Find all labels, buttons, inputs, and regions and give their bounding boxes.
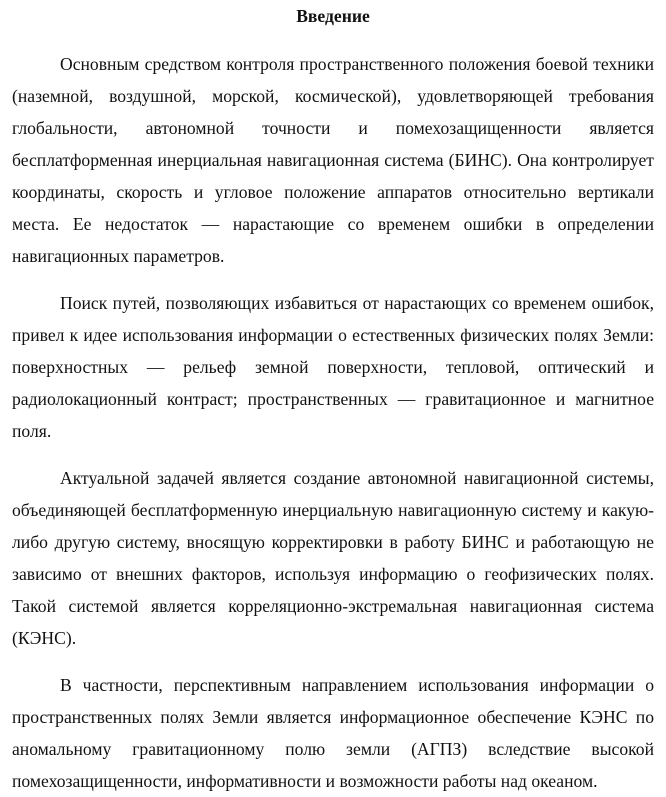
section-title: Введение bbox=[296, 6, 370, 26]
paragraph-1: Основным средством контроля пространственного положения боевой техники (наземной, воздушной, морской, космической), удовлетворяющей требования глобальности, автономной точности и помехозащищенности является бесплатформенная инерциальная навигационная система (БИНС). Она контролирует координаты, скорость и угловое положение аппаратов относительно вертикали места. Ее недостаток — нарастающие со временем ошибки в определении навигационных параметров. bbox=[12, 54, 654, 266]
paragraph-3: Актуальной задачей является создание автономной навигационной системы, объединяющей бесплатформенную инерциальную навигационную систему и какую-либо другую систему, вносящую корректировки в работу БИНС и работающую не зависимо от внешних факторов, используя информацию о геофизических полях. Такой системой является корреляционно-экстремальная навигационная система (КЭНС). bbox=[12, 468, 654, 648]
paragraph-4: В частности, перспективным направлением использования информации о пространственных полях Земли является информационное обеспечение КЭНС по аномальному гравитационному полю земли (АГПЗ) вследствие высокой помехозащищенности, информативности и возможности работы над океаном. bbox=[12, 675, 654, 791]
paragraph-2: Поиск путей, позволяющих избавиться от нарастающих со временем ошибок, привел к идее использования информации о естественных физических полях Земли: поверхностных — рельеф земной поверхности, тепловой, оптический и радиолокационный контраст; пространственных — гравитационное и магнитное поля. bbox=[12, 293, 654, 441]
